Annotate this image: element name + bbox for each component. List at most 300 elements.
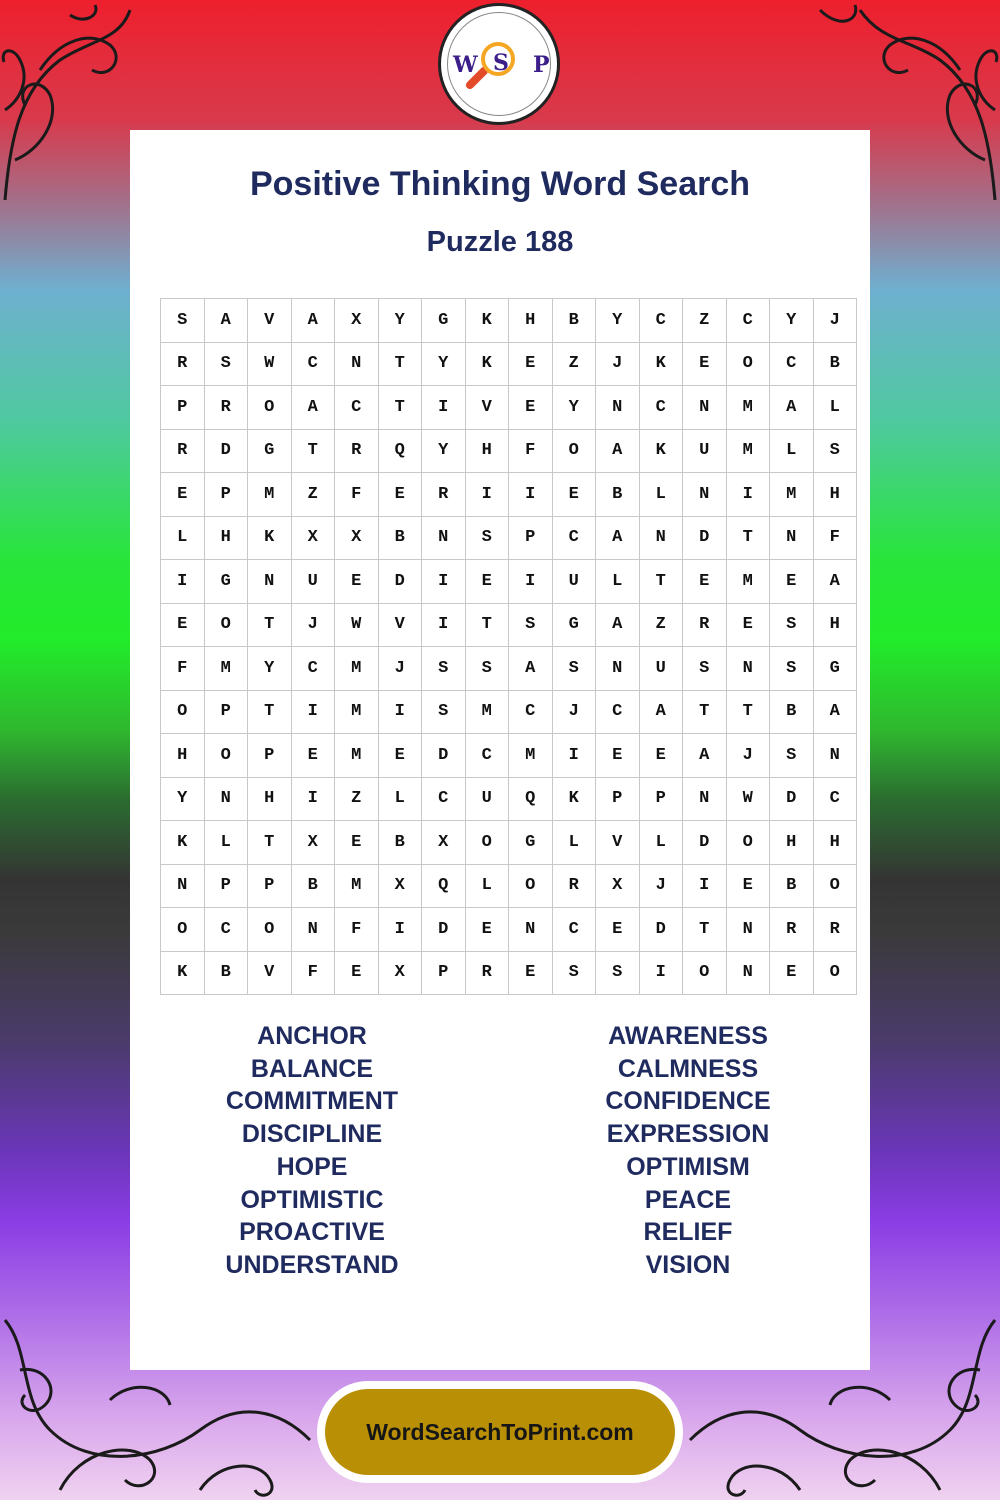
grid-cell[interactable]: V [465, 386, 509, 430]
grid-cell[interactable]: I [465, 473, 509, 517]
grid-cell[interactable]: F [161, 647, 205, 691]
grid-cell[interactable]: P [204, 473, 248, 517]
grid-cell[interactable]: N [204, 777, 248, 821]
grid-cell[interactable]: Y [378, 299, 422, 343]
grid-cell[interactable]: D [683, 516, 727, 560]
grid-row [161, 908, 857, 952]
grid-cell[interactable]: H [465, 429, 509, 473]
grid-cell[interactable]: S [770, 734, 814, 778]
grid-cell[interactable]: L [204, 821, 248, 865]
grid-cell[interactable]: D [683, 821, 727, 865]
grid-cell[interactable]: D [639, 908, 683, 952]
grid-cell[interactable]: D [378, 560, 422, 604]
grid-cell[interactable]: R [335, 429, 379, 473]
grid-cell[interactable]: J [813, 299, 857, 343]
grid-cell[interactable]: E [378, 734, 422, 778]
grid-cell[interactable]: H [509, 299, 553, 343]
grid-cell[interactable]: P [248, 734, 292, 778]
letter-grid [160, 298, 857, 995]
grid-cell[interactable]: I [422, 560, 466, 604]
grid-cell[interactable]: N [509, 908, 553, 952]
grid-cell[interactable]: J [639, 864, 683, 908]
grid-cell[interactable]: F [335, 473, 379, 517]
grid-cell[interactable]: A [596, 516, 640, 560]
grid-cell[interactable]: A [291, 386, 335, 430]
grid-cell[interactable]: N [726, 647, 770, 691]
grid-cell[interactable]: D [770, 777, 814, 821]
grid-cell[interactable]: X [378, 951, 422, 995]
word-list-item: HOPE [276, 1152, 348, 1181]
grid-cell[interactable]: S [552, 647, 596, 691]
grid-row [161, 647, 857, 691]
grid-cell[interactable]: M [335, 647, 379, 691]
grid-cell[interactable]: S [509, 603, 553, 647]
grid-cell[interactable]: L [813, 386, 857, 430]
word-list-item: OPTIMISM [626, 1152, 750, 1181]
grid-cell[interactable]: P [248, 864, 292, 908]
grid-cell[interactable]: Z [291, 473, 335, 517]
corner-ornament-top-left [0, 0, 140, 210]
puzzle-sheet [130, 130, 870, 1370]
grid-cell[interactable]: S [465, 516, 509, 560]
grid-cell[interactable]: K [161, 821, 205, 865]
grid-cell[interactable]: B [813, 342, 857, 386]
grid-cell[interactable]: I [726, 473, 770, 517]
grid-cell[interactable]: E [335, 951, 379, 995]
grid-row [161, 951, 857, 995]
grid-cell[interactable]: U [683, 429, 727, 473]
grid-cell[interactable]: O [161, 908, 205, 952]
grid-cell[interactable]: T [248, 690, 292, 734]
grid-cell[interactable]: N [813, 734, 857, 778]
grid-cell[interactable]: D [422, 734, 466, 778]
grid-cell[interactable]: C [335, 386, 379, 430]
grid-cell[interactable]: G [813, 647, 857, 691]
grid-cell[interactable]: A [509, 647, 553, 691]
grid-cell[interactable]: L [161, 516, 205, 560]
grid-cell[interactable]: C [204, 908, 248, 952]
grid-cell[interactable]: E [639, 734, 683, 778]
grid-cell[interactable]: E [552, 473, 596, 517]
grid-cell[interactable]: X [596, 864, 640, 908]
grid-cell[interactable]: A [813, 690, 857, 734]
grid-cell[interactable]: C [596, 690, 640, 734]
grid-cell[interactable]: Q [378, 429, 422, 473]
grid-cell[interactable]: E [596, 734, 640, 778]
grid-cell[interactable]: N [596, 647, 640, 691]
grid-cell[interactable]: L [596, 560, 640, 604]
grid-cell[interactable]: H [204, 516, 248, 560]
grid-cell[interactable]: I [509, 560, 553, 604]
grid-cell[interactable]: X [335, 299, 379, 343]
grid-cell[interactable]: O [509, 864, 553, 908]
grid-cell[interactable]: N [248, 560, 292, 604]
grid-cell[interactable]: S [770, 647, 814, 691]
grid-cell[interactable]: K [639, 342, 683, 386]
grid-cell[interactable]: F [335, 908, 379, 952]
word-list-left [162, 1020, 462, 1282]
grid-cell[interactable]: R [813, 908, 857, 952]
grid-cell[interactable]: H [161, 734, 205, 778]
grid-cell[interactable]: O [204, 603, 248, 647]
grid-cell[interactable]: O [726, 342, 770, 386]
grid-cell[interactable]: C [552, 516, 596, 560]
grid-cell[interactable]: S [422, 690, 466, 734]
grid-cell[interactable]: G [204, 560, 248, 604]
grid-cell[interactable]: S [770, 603, 814, 647]
grid-cell[interactable]: O [248, 386, 292, 430]
grid-cell[interactable]: D [422, 908, 466, 952]
grid-cell[interactable]: S [596, 951, 640, 995]
grid-cell[interactable]: M [204, 647, 248, 691]
grid-cell[interactable]: C [639, 299, 683, 343]
grid-cell[interactable]: K [465, 299, 509, 343]
grid-cell[interactable]: Q [422, 864, 466, 908]
grid-cell[interactable]: C [291, 342, 335, 386]
grid-cell[interactable]: G [552, 603, 596, 647]
word-list-item: DISCIPLINE [241, 1120, 383, 1149]
grid-cell[interactable]: R [683, 603, 727, 647]
grid-cell[interactable]: T [378, 386, 422, 430]
grid-cell[interactable]: P [639, 777, 683, 821]
grid-cell[interactable]: L [770, 429, 814, 473]
grid-cell[interactable]: E [465, 560, 509, 604]
grid-cell[interactable]: M [726, 429, 770, 473]
grid-cell[interactable]: B [378, 516, 422, 560]
grid-cell[interactable]: O [726, 821, 770, 865]
grid-cell[interactable]: X [335, 516, 379, 560]
grid-cell[interactable]: P [596, 777, 640, 821]
grid-cell[interactable]: P [204, 690, 248, 734]
grid-cell[interactable]: N [726, 908, 770, 952]
grid-cell[interactable]: N [639, 516, 683, 560]
logo-letter-p: P [533, 52, 550, 78]
grid-cell[interactable]: E [378, 473, 422, 517]
grid-cell[interactable]: E [683, 560, 727, 604]
grid-cell[interactable]: Z [683, 299, 727, 343]
grid-cell[interactable]: I [378, 908, 422, 952]
grid-row [161, 777, 857, 821]
grid-cell[interactable]: P [204, 864, 248, 908]
grid-cell[interactable]: O [552, 429, 596, 473]
grid-cell[interactable]: I [378, 690, 422, 734]
grid-cell[interactable]: T [639, 560, 683, 604]
grid-row [161, 603, 857, 647]
grid-cell[interactable]: T [683, 690, 727, 734]
grid-row [161, 516, 857, 560]
grid-cell[interactable]: I [552, 734, 596, 778]
grid-cell[interactable]: T [726, 516, 770, 560]
wsp-logo [438, 3, 560, 125]
grid-cell[interactable]: R [161, 342, 205, 386]
grid-cell[interactable]: R [422, 473, 466, 517]
word-list-item: CONFIDENCE [605, 1087, 771, 1116]
grid-cell[interactable]: H [248, 777, 292, 821]
grid-cell[interactable]: E [335, 821, 379, 865]
grid-cell[interactable]: I [161, 560, 205, 604]
grid-cell[interactable]: E [509, 951, 553, 995]
grid-cell[interactable]: F [291, 951, 335, 995]
grid-cell[interactable]: I [422, 386, 466, 430]
grid-cell[interactable]: N [335, 342, 379, 386]
grid-cell[interactable]: U [552, 560, 596, 604]
word-list-item: PEACE [644, 1185, 732, 1214]
grid-cell[interactable]: E [770, 560, 814, 604]
grid-cell[interactable]: S [422, 647, 466, 691]
word-list-item: UNDERSTAND [225, 1250, 399, 1279]
grid-cell[interactable]: E [161, 603, 205, 647]
grid-cell[interactable]: M [335, 864, 379, 908]
word-list-item: EXPRESSION [606, 1120, 770, 1149]
grid-cell[interactable]: I [639, 951, 683, 995]
grid-cell[interactable]: R [161, 429, 205, 473]
grid-cell[interactable]: E [335, 560, 379, 604]
grid-cell[interactable]: M [248, 473, 292, 517]
grid-cell[interactable]: N [161, 864, 205, 908]
grid-cell[interactable]: P [161, 386, 205, 430]
grid-cell[interactable]: Z [335, 777, 379, 821]
grid-cell[interactable]: E [596, 908, 640, 952]
grid-cell[interactable]: P [509, 516, 553, 560]
grid-cell[interactable]: N [291, 908, 335, 952]
grid-cell[interactable]: A [683, 734, 727, 778]
grid-cell[interactable]: L [378, 777, 422, 821]
grid-cell[interactable]: U [639, 647, 683, 691]
grid-cell[interactable]: T [465, 603, 509, 647]
grid-cell[interactable]: B [770, 690, 814, 734]
grid-cell[interactable]: K [161, 951, 205, 995]
grid-cell[interactable]: N [683, 386, 727, 430]
grid-cell[interactable]: Y [161, 777, 205, 821]
grid-cell[interactable]: X [291, 821, 335, 865]
grid-row [161, 342, 857, 386]
grid-cell[interactable]: I [291, 777, 335, 821]
grid-cell[interactable]: H [813, 821, 857, 865]
grid-row [161, 864, 857, 908]
word-list-right [538, 1020, 838, 1282]
word-list-item: COMMITMENT [225, 1087, 399, 1116]
grid-cell[interactable]: I [291, 690, 335, 734]
grid-cell[interactable]: E [770, 951, 814, 995]
grid-cell[interactable]: S [683, 647, 727, 691]
grid-cell[interactable]: V [596, 821, 640, 865]
grid-cell[interactable]: E [161, 473, 205, 517]
grid-cell[interactable]: A [596, 429, 640, 473]
grid-cell[interactable]: K [465, 342, 509, 386]
grid-cell[interactable]: S [813, 429, 857, 473]
grid-cell[interactable]: C [509, 690, 553, 734]
grid-cell[interactable]: T [378, 342, 422, 386]
grid-cell[interactable]: I [422, 603, 466, 647]
grid-cell[interactable]: A [204, 299, 248, 343]
grid-cell[interactable]: Y [552, 386, 596, 430]
grid-cell[interactable]: O [161, 690, 205, 734]
grid-cell[interactable]: V [378, 603, 422, 647]
word-list-item: OPTIMISTIC [240, 1185, 384, 1214]
grid-cell[interactable]: N [726, 951, 770, 995]
grid-cell[interactable]: P [422, 951, 466, 995]
grid-row [161, 429, 857, 473]
grid-cell[interactable]: M [465, 690, 509, 734]
grid-cell[interactable]: K [639, 429, 683, 473]
grid-cell[interactable]: O [813, 864, 857, 908]
grid-cell[interactable]: A [291, 299, 335, 343]
word-list-item: RELIEF [643, 1218, 733, 1247]
grid-cell[interactable]: R [465, 951, 509, 995]
grid-cell[interactable]: A [813, 560, 857, 604]
grid-cell[interactable]: O [683, 951, 727, 995]
grid-cell[interactable]: Y [770, 299, 814, 343]
grid-cell[interactable]: E [683, 342, 727, 386]
grid-cell[interactable]: J [378, 647, 422, 691]
grid-cell[interactable]: W [335, 603, 379, 647]
grid-cell[interactable]: M [770, 473, 814, 517]
grid-row [161, 821, 857, 865]
grid-cell[interactable]: C [422, 777, 466, 821]
grid-cell[interactable]: B [552, 299, 596, 343]
grid-cell[interactable]: N [770, 516, 814, 560]
grid-cell[interactable]: G [422, 299, 466, 343]
grid-cell[interactable]: U [291, 560, 335, 604]
grid-cell[interactable]: M [726, 560, 770, 604]
grid-cell[interactable]: C [770, 342, 814, 386]
grid-cell[interactable]: C [465, 734, 509, 778]
word-list-item: BALANCE [250, 1054, 374, 1083]
grid-cell[interactable]: B [596, 473, 640, 517]
grid-row [161, 386, 857, 430]
grid-cell[interactable]: Y [248, 647, 292, 691]
grid-row [161, 560, 857, 604]
grid-cell[interactable]: U [465, 777, 509, 821]
word-list-item: VISION [645, 1250, 731, 1279]
word-list-item: AWARENESS [608, 1022, 768, 1050]
grid-cell[interactable]: B [291, 864, 335, 908]
grid-cell[interactable]: C [813, 777, 857, 821]
grid-cell[interactable]: S [204, 342, 248, 386]
puzzle-number: Puzzle 188 [426, 226, 574, 258]
grid-cell[interactable]: W [248, 342, 292, 386]
grid-cell[interactable]: T [683, 908, 727, 952]
grid-cell[interactable]: B [770, 864, 814, 908]
grid-cell[interactable]: S [465, 647, 509, 691]
site-link-button[interactable]: WordSearchToPrint.com [322, 1386, 678, 1478]
grid-cell[interactable]: E [465, 908, 509, 952]
grid-cell[interactable]: O [465, 821, 509, 865]
grid-cell[interactable]: Q [509, 777, 553, 821]
grid-cell[interactable]: F [509, 429, 553, 473]
word-list-item: CALMNESS [617, 1054, 759, 1083]
grid-cell[interactable]: L [552, 821, 596, 865]
grid-cell[interactable]: C [726, 299, 770, 343]
grid-cell[interactable]: X [422, 821, 466, 865]
grid-cell[interactable]: A [639, 690, 683, 734]
grid-cell[interactable]: N [422, 516, 466, 560]
grid-cell[interactable]: L [465, 864, 509, 908]
grid-cell[interactable]: I [683, 864, 727, 908]
grid-cell[interactable]: A [596, 603, 640, 647]
grid-cell[interactable]: F [813, 516, 857, 560]
grid-cell[interactable]: J [552, 690, 596, 734]
grid-cell[interactable]: K [552, 777, 596, 821]
grid-cell[interactable]: B [204, 951, 248, 995]
grid-cell[interactable]: D [204, 429, 248, 473]
grid-cell[interactable]: M [509, 734, 553, 778]
grid-row [161, 734, 857, 778]
grid-cell[interactable]: Y [596, 299, 640, 343]
grid-cell[interactable]: L [639, 821, 683, 865]
grid-cell[interactable]: G [509, 821, 553, 865]
grid-cell[interactable]: H [770, 821, 814, 865]
grid-cell[interactable]: O [248, 908, 292, 952]
grid-cell[interactable]: W [726, 777, 770, 821]
grid-cell[interactable]: J [726, 734, 770, 778]
grid-cell[interactable]: M [335, 690, 379, 734]
word-list-item: ANCHOR [257, 1022, 367, 1050]
grid-cell[interactable]: K [248, 516, 292, 560]
grid-cell[interactable]: R [204, 386, 248, 430]
grid-cell[interactable]: J [291, 603, 335, 647]
grid-cell[interactable]: R [552, 864, 596, 908]
grid-cell[interactable]: E [726, 603, 770, 647]
grid-cell[interactable]: E [509, 386, 553, 430]
grid-cell[interactable]: N [683, 473, 727, 517]
grid-cell[interactable]: Z [639, 603, 683, 647]
logo-letter-w: W [453, 52, 478, 78]
grid-cell[interactable]: M [335, 734, 379, 778]
grid-cell[interactable]: M [726, 386, 770, 430]
grid-cell[interactable]: N [596, 386, 640, 430]
grid-cell[interactable]: A [770, 386, 814, 430]
grid-cell[interactable]: O [813, 951, 857, 995]
grid-cell[interactable]: T [291, 429, 335, 473]
grid-cell[interactable]: V [248, 299, 292, 343]
grid-cell[interactable]: L [639, 473, 683, 517]
grid-cell[interactable]: Y [422, 342, 466, 386]
grid-cell[interactable]: E [726, 864, 770, 908]
page-title: Positive Thinking Word Search [249, 165, 751, 203]
logo-letter-s: S [493, 50, 509, 76]
grid-cell[interactable]: C [552, 908, 596, 952]
grid-cell[interactable]: G [248, 429, 292, 473]
grid-cell[interactable]: T [726, 690, 770, 734]
grid-cell[interactable]: T [248, 603, 292, 647]
grid-row [161, 299, 857, 343]
grid-cell[interactable]: H [813, 473, 857, 517]
word-list-item: PROACTIVE [239, 1218, 385, 1247]
grid-cell[interactable]: I [509, 473, 553, 517]
grid-cell[interactable]: V [248, 951, 292, 995]
grid-row [161, 690, 857, 734]
grid-row [161, 473, 857, 517]
grid-cell[interactable]: E [291, 734, 335, 778]
grid-cell[interactable]: S [552, 951, 596, 995]
grid-cell[interactable]: N [683, 777, 727, 821]
grid-cell[interactable]: O [204, 734, 248, 778]
grid-cell[interactable]: R [770, 908, 814, 952]
grid-cell[interactable]: Z [552, 342, 596, 386]
grid-cell[interactable]: B [378, 821, 422, 865]
grid-cell[interactable]: Y [422, 429, 466, 473]
grid-cell[interactable]: S [161, 299, 205, 343]
grid-cell[interactable]: C [291, 647, 335, 691]
grid-cell[interactable]: T [248, 821, 292, 865]
grid-cell[interactable]: X [378, 864, 422, 908]
grid-cell[interactable]: E [509, 342, 553, 386]
grid-cell[interactable]: C [639, 386, 683, 430]
grid-cell[interactable]: X [291, 516, 335, 560]
grid-cell[interactable]: J [596, 342, 640, 386]
grid-cell[interactable]: H [813, 603, 857, 647]
